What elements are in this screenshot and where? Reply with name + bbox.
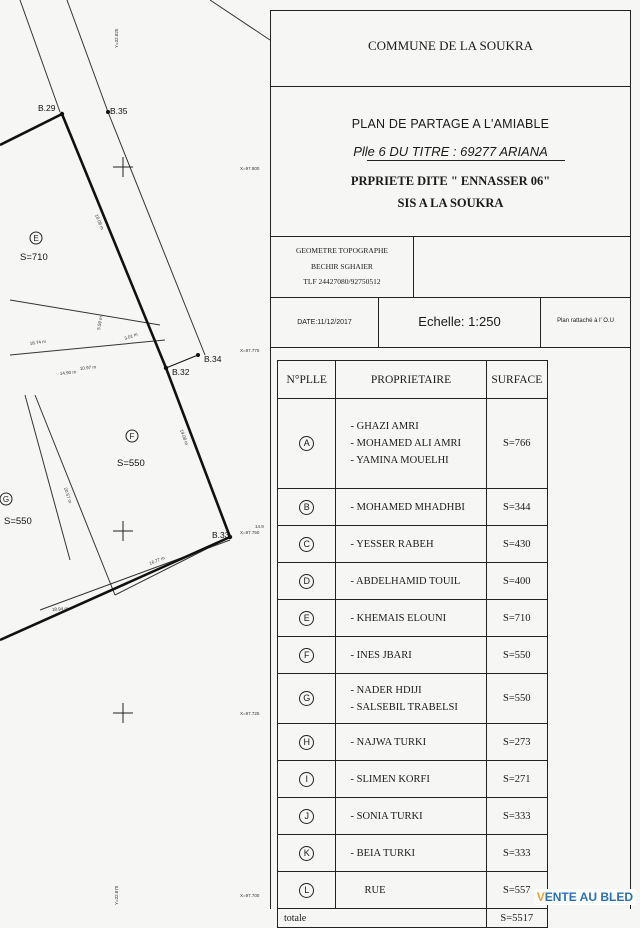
owner-name: - MOHAMED MHADHBI: [350, 499, 485, 516]
owner-name: - SALSEBIL TRABELSI: [350, 699, 485, 716]
owner-name: - YAMINA MOUELHI: [350, 452, 485, 469]
coord-x3: X=97.750: [240, 530, 260, 535]
parcel-g-surface: S=550: [4, 516, 32, 527]
table-row: [278, 674, 548, 724]
road-edge-left: [20, 0, 60, 112]
surface-cell: S=333: [486, 798, 547, 835]
parcel-letter: D: [299, 574, 314, 589]
parcel-letter: I: [299, 772, 314, 787]
parcel-f-letter: F: [129, 432, 135, 441]
table-row: [278, 637, 548, 674]
parcel-letter: H: [299, 735, 314, 750]
owner-cell: [336, 600, 486, 637]
dim-label: 18.74 m: [29, 338, 47, 346]
point-b29: B.29: [38, 103, 56, 113]
coord-x2: X=97.775: [240, 348, 260, 353]
coord-y1: Y=32.825: [114, 28, 119, 48]
parcel-number-cell: [278, 399, 336, 489]
parcel-letter: C: [299, 537, 314, 552]
surface-cell: S=344: [486, 489, 547, 526]
surface-cell: S=400: [486, 563, 547, 600]
owner-cell: [336, 724, 486, 761]
parcel-table: [277, 360, 548, 928]
table-row: [278, 526, 548, 563]
parcel-number-cell: [278, 798, 336, 835]
parcel-e-letter: E: [33, 234, 39, 243]
parcel-letter: B: [299, 500, 314, 515]
table-row: [278, 872, 548, 909]
parcel-number-cell: [278, 761, 336, 798]
dim-label: 19.08 m: [179, 428, 190, 446]
total-label: totale: [278, 909, 487, 928]
table-row: [278, 399, 548, 489]
table-row: [278, 489, 548, 526]
owner-name: - SONIA TURKI: [350, 808, 485, 825]
owner-cell: [336, 637, 486, 674]
parcel-number-cell: [278, 872, 336, 909]
owner-cell: [336, 674, 486, 724]
coord-x5: X=97.700: [240, 893, 260, 898]
dim-label: 14.9: [255, 524, 264, 529]
surface-cell: S=766: [486, 399, 547, 489]
parcel-number-cell: [278, 724, 336, 761]
watermark-logo: VENTE AU BLED: [534, 889, 636, 905]
sis-line: SIS A LA SOUKRA: [397, 196, 504, 210]
dim-label: 18.08 m: [94, 213, 105, 231]
parcel-letter: L: [299, 883, 314, 898]
owner-cell: [336, 489, 486, 526]
col-header-plle: N°PLLE: [278, 361, 336, 399]
titre-line: Plle 6 DU TITRE : 69277 ARIANA: [353, 144, 548, 159]
geometre-name: BECHIR SGHAIER: [311, 262, 373, 271]
dim-label: 10.97 m: [79, 364, 97, 371]
surface-cell: S=430: [486, 526, 547, 563]
dim-label: 16.77 m: [148, 555, 166, 566]
propriete-line: PRPRIETE DITE " ENNASSER 06": [350, 174, 551, 188]
owner-name: - SLIMEN KORFI: [350, 771, 485, 788]
table-row: [278, 563, 548, 600]
owner-name: - YESSER RABEH: [350, 536, 485, 553]
owner-name: - NADER HDIJI: [350, 682, 485, 699]
table-row: [278, 835, 548, 872]
dim-label: 3.01 m: [123, 331, 139, 341]
dim-label: 14.90 m: [59, 369, 77, 376]
coord-x1: X=97.800: [240, 166, 260, 171]
parcel-f-surface: S=550: [117, 458, 145, 469]
parcel-letter: G: [299, 691, 314, 706]
dim-label: 18.94 m: [51, 605, 69, 612]
parcel-number-cell: [278, 637, 336, 674]
total-row: [278, 909, 548, 928]
owner-name: - KHEMAIS ELOUNI: [350, 610, 485, 627]
parcel-letter: K: [299, 846, 314, 861]
geometre-phone: TLF 24427080/92750512: [303, 277, 381, 286]
parcel-letter: E: [299, 611, 314, 626]
surface-cell: S=550: [486, 674, 547, 724]
parcel-number-cell: [278, 526, 336, 563]
surface-cell: S=271: [486, 761, 547, 798]
owner-cell: [336, 563, 486, 600]
point-b33: B.33: [212, 530, 230, 540]
owner-name: - INES JBARI: [350, 647, 485, 664]
surface-cell: S=550: [486, 637, 547, 674]
owner-cell: [336, 526, 486, 563]
parcel-number-cell: [278, 600, 336, 637]
owner-cell: [336, 835, 486, 872]
geometre-title: GEOMETRE TOPOGRAPHE: [295, 246, 389, 255]
table-header-row: [278, 361, 548, 399]
surface-cell: S=557: [486, 872, 547, 909]
owner-name: - ABDELHAMID TOUIL: [350, 573, 485, 590]
table-row: [278, 724, 548, 761]
col-header-owner: PROPRIETAIRE: [336, 361, 486, 399]
road-edge-right: [67, 0, 108, 112]
owner-cell: [336, 399, 486, 489]
plan-rattache: Plan rattaché à l' O.U: [557, 318, 614, 324]
parcel-e-surface: S=710: [20, 252, 48, 263]
title-block-top-border: [270, 10, 631, 11]
parcel-number-cell: [278, 835, 336, 872]
total-value: S=5517: [486, 909, 547, 928]
col-header-surface: SURFACE: [486, 361, 547, 399]
plan-scale: Echelle: 1:250: [418, 314, 501, 329]
plan-title: PLAN DE PARTAGE A L'AMIABLE: [351, 117, 550, 131]
dim-label: 20.57 m: [63, 486, 73, 504]
owner-name: - MOHAMED ALI AMRI: [350, 435, 485, 452]
table-row: [278, 798, 548, 835]
coord-x4: X=97.725: [240, 711, 260, 716]
surface-cell: S=273: [486, 724, 547, 761]
owner-cell: [336, 798, 486, 835]
surface-cell: S=710: [486, 600, 547, 637]
point-b32: B.32: [172, 367, 190, 377]
dim-label: 5.59 m: [96, 315, 104, 331]
parcel-letter: A: [299, 436, 314, 451]
commune-title: COMMUNE DE LA SOUKRA: [367, 38, 534, 53]
parcel-boundary: [0, 114, 230, 640]
parcel-letter: F: [299, 648, 314, 663]
table-row: [278, 600, 548, 637]
parcel-number-cell: [278, 563, 336, 600]
parcel-number-cell: [278, 674, 336, 724]
owner-cell: [336, 872, 486, 909]
parcel-number-cell: [278, 489, 336, 526]
owner-name: - GHAZI AMRI: [350, 418, 485, 435]
table-row: [278, 761, 548, 798]
parcel-letter: J: [299, 809, 314, 824]
point-b34: B.34: [204, 354, 222, 364]
point-b35: B.35: [110, 106, 128, 116]
surface-cell: S=333: [486, 835, 547, 872]
owner-cell: [336, 761, 486, 798]
coord-y2: Y=32.875: [114, 885, 119, 905]
owner-name: - BEIA TURKI: [350, 845, 485, 862]
plan-date: DATE:11/12/2017: [297, 319, 352, 326]
parcel-g-letter: G: [2, 495, 10, 504]
owner-name: - NAJWA TURKI: [350, 734, 485, 751]
owner-name: RUE: [364, 884, 386, 896]
